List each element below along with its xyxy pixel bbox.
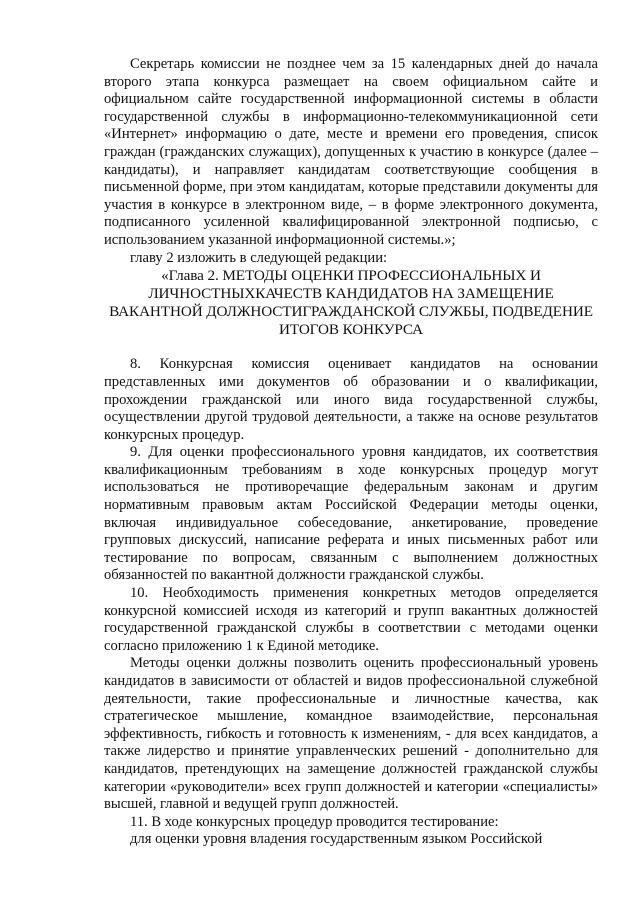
chapter-heading-line: ВАКАНТНОЙ ДОЛЖНОСТИГРАЖДАНСКОЙ СЛУЖБЫ, ПОДВЕДЕНИЕ [109,302,593,320]
paragraph-item-10: 10. Необходимость применения конкретных методов определяется конкурсной комиссией исходя из категорий и групп вакантных должностей государственной гражданской службы в соответствии с методами оценки согласно приложению 1 к Единой методике. [104,585,598,654]
paragraph-item-11: 11. В ходе конкурсных процедур проводится тестирование: [130,813,499,830]
document-body [104,56,598,849]
paragraph-chapter-intro: главу 2 изложить в следующей редакции: [130,249,388,266]
paragraph-secretary-notice: Секретарь комиссии не позднее чем за 15 календарных дней до начала второго этапа конкурса размещает на своем официальном сайте и официальном сайте государственной информационной системы в области государственной службы в информационно-телекоммуникационной сети «Интернет» информацию о дате, месте и времени его проведения, список граждан (гражданских служащих), допущенных к участию в конкурсе (далее – кандидаты), и направляет кандидатам соответствующие сообщения в письменной форме, при этом кандидатам, которые представили документы для участия в конкурсе в электронном виде, – в форме электронного документа, подписанного усиленной квалифицированной электронной подписью, с использованием указанной информационной системы.»; [104,56,598,248]
chapter-heading [104,267,598,338]
chapter-heading-line: «Глава 2. МЕТОДЫ ОЦЕНКИ ПРОФЕССИОНАЛЬНЫХ И [161,267,541,285]
chapter-heading-line: ИТОГОВ КОНКУРСА [278,320,424,338]
paragraph-item-9: 9. Для оценки профессионального уровня кандидатов, их соответствия квалификационным требованиям в ходе конкурсных процедур могут использоваться не противоречащие федеральным законам и другим нормативным правовым актам Российской Федерации методы оценки, включая индивидуальное собеседование, анкетирование, проведение групповых дискуссий, написание реферата и иных письменных работ или тестирование по вопросам, связанным с выполнением должностных обязанностей по вакантной должности гражданской службы. [104,444,598,584]
paragraph-methods: Методы оценки должны позволить оценить профессиональный уровень кандидатов в зависимости от областей и видов профессиональной служебной деятельности, такие профессиональные и личностные качества, как стратегическое мышление, командное взаимодействие, персональная эффективность, гибкость и готовность к изменениям, - для всех кандидатов, а также лидерство и принятие управленческих решений - дополнительно для кандидатов, претендующих на замещение должностей гражданской службы категории «руководители» всех групп должностей и категории «специалисты» высшей, главной и ведущей групп должностей. [104,655,598,813]
paragraph-testing-language: для оценки уровня владения государственным языком Российской [130,831,543,848]
paragraph-item-8: 8. Конкурсная комиссия оценивает кандидатов на основании представленных ими документов об образовании и о квалификации, прохождении гражданской или иного вида государственной службы, осуществлении другой трудовой деятельности, а также на основе результатов конкурсных процедур. [104,356,598,443]
chapter-heading-line: ЛИЧНОСТНЫХКАЧЕСТВ КАНДИДАТОВ НА ЗАМЕЩЕНИЕ [148,284,554,302]
